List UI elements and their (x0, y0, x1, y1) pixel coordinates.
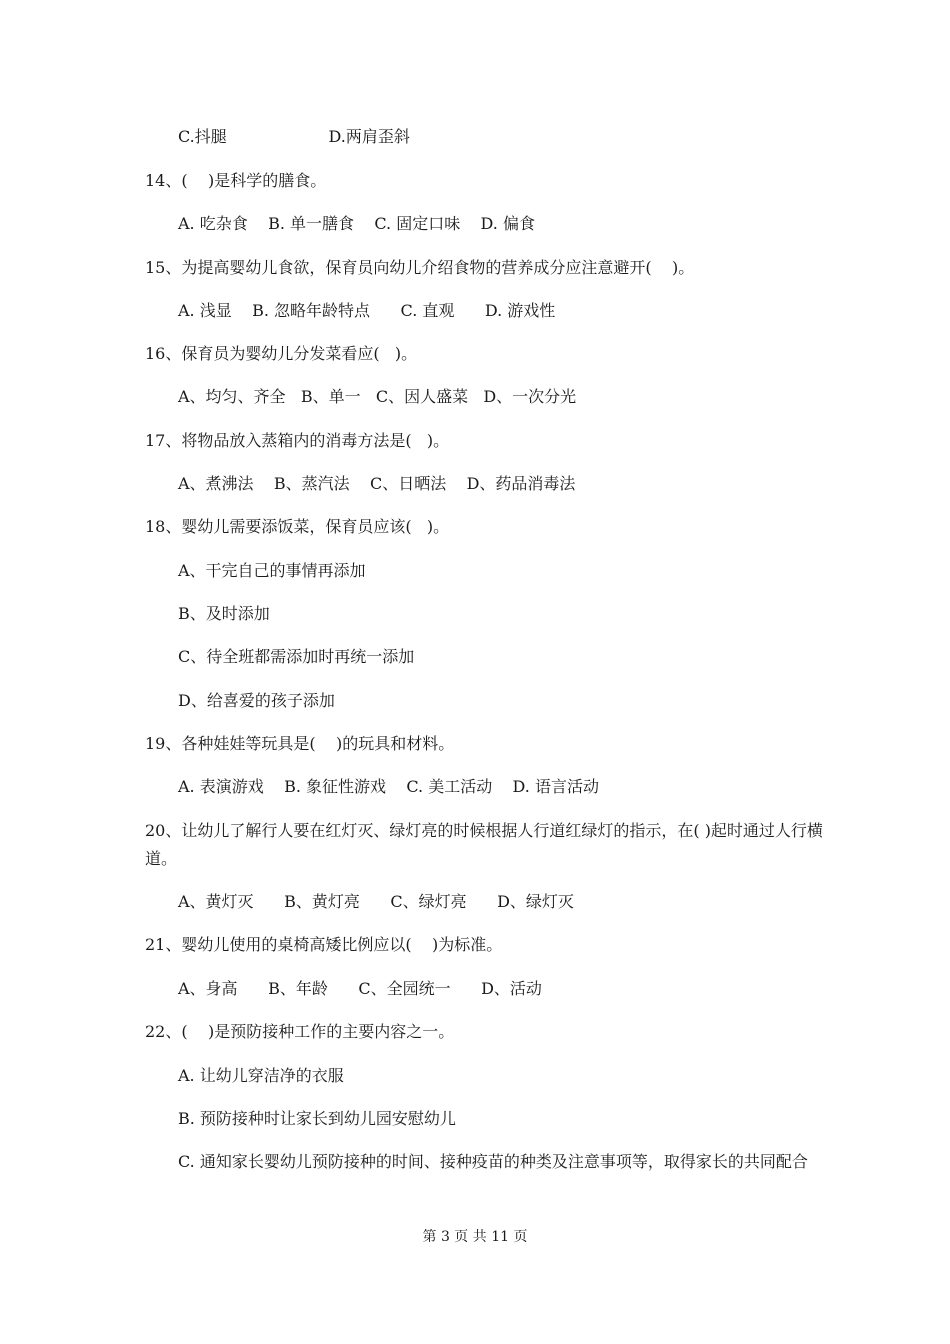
question-14: 14、( )是科学的膳食。 (145, 171, 327, 190)
option-22a: A. 让幼儿穿洁净的衣服 (178, 1066, 344, 1085)
options-19: A. 表演游戏 B. 象征性游戏 C. 美工活动 D. 语言活动 (178, 777, 599, 796)
question-17: 17、将物品放入蒸箱内的消毒方法是( )。 (145, 431, 450, 450)
options-17: A、煮沸法 B、蒸汽法 C、日晒法 D、药品消毒法 (178, 474, 576, 493)
option-18a: A、干完自己的事情再添加 (178, 561, 366, 580)
question-19: 19、各种娃娃等玩具是( )的玩具和材料。 (145, 734, 455, 753)
question-18: 18、婴幼儿需要添饭菜，保育员应该( )。 (145, 517, 450, 536)
option-22c: C. 通知家长婴幼儿预防接种的时间、接种疫苗的种类及注意事项等，取得家长的共同配合 (178, 1152, 808, 1171)
question-22: 22、( )是预防接种工作的主要内容之一。 (145, 1022, 455, 1041)
question-21: 21、婴幼儿使用的桌椅高矮比例应以( )为标准。 (145, 935, 503, 954)
option-22b: B. 预防接种时让家长到幼儿园安慰幼儿 (178, 1109, 456, 1128)
options-14: A. 吃杂食 B. 单一膳食 C. 固定口味 D. 偏食 (178, 214, 535, 233)
option-line-13cd: C.抖腿 D.两肩歪斜 (178, 127, 410, 146)
options-20: A、黄灯灭 B、黄灯亮 C、绿灯亮 D、绿灯灭 (178, 892, 574, 911)
options-16: A、均匀、齐全 B、单一 C、因人盛菜 D、一次分光 (178, 387, 577, 406)
page-footer: 第 3 页 共 11 页 (422, 1229, 528, 1245)
option-18d: D、给喜爱的孩子添加 (178, 691, 335, 710)
option-18b: B、及时添加 (178, 604, 270, 623)
options-15: A. 浅显 B. 忽略年龄特点 C. 直观 D. 游戏性 (178, 301, 556, 320)
question-15: 15、为提高婴幼儿食欲，保育员向幼儿介绍食物的营养成分应注意避开( )。 (145, 258, 695, 277)
options-21: A、身高 B、年龄 C、全园统一 D、活动 (178, 979, 542, 998)
option-18c: C、待全班都需添加时再统一添加 (178, 647, 415, 666)
question-20: 20、让幼儿了解行人要在红灯灭、绿灯亮的时候根据人行道红绿灯的指示，在( )起时通过人行横道。 (145, 821, 823, 868)
question-16: 16、保育员为婴幼儿分发菜看应( )。 (145, 344, 418, 363)
